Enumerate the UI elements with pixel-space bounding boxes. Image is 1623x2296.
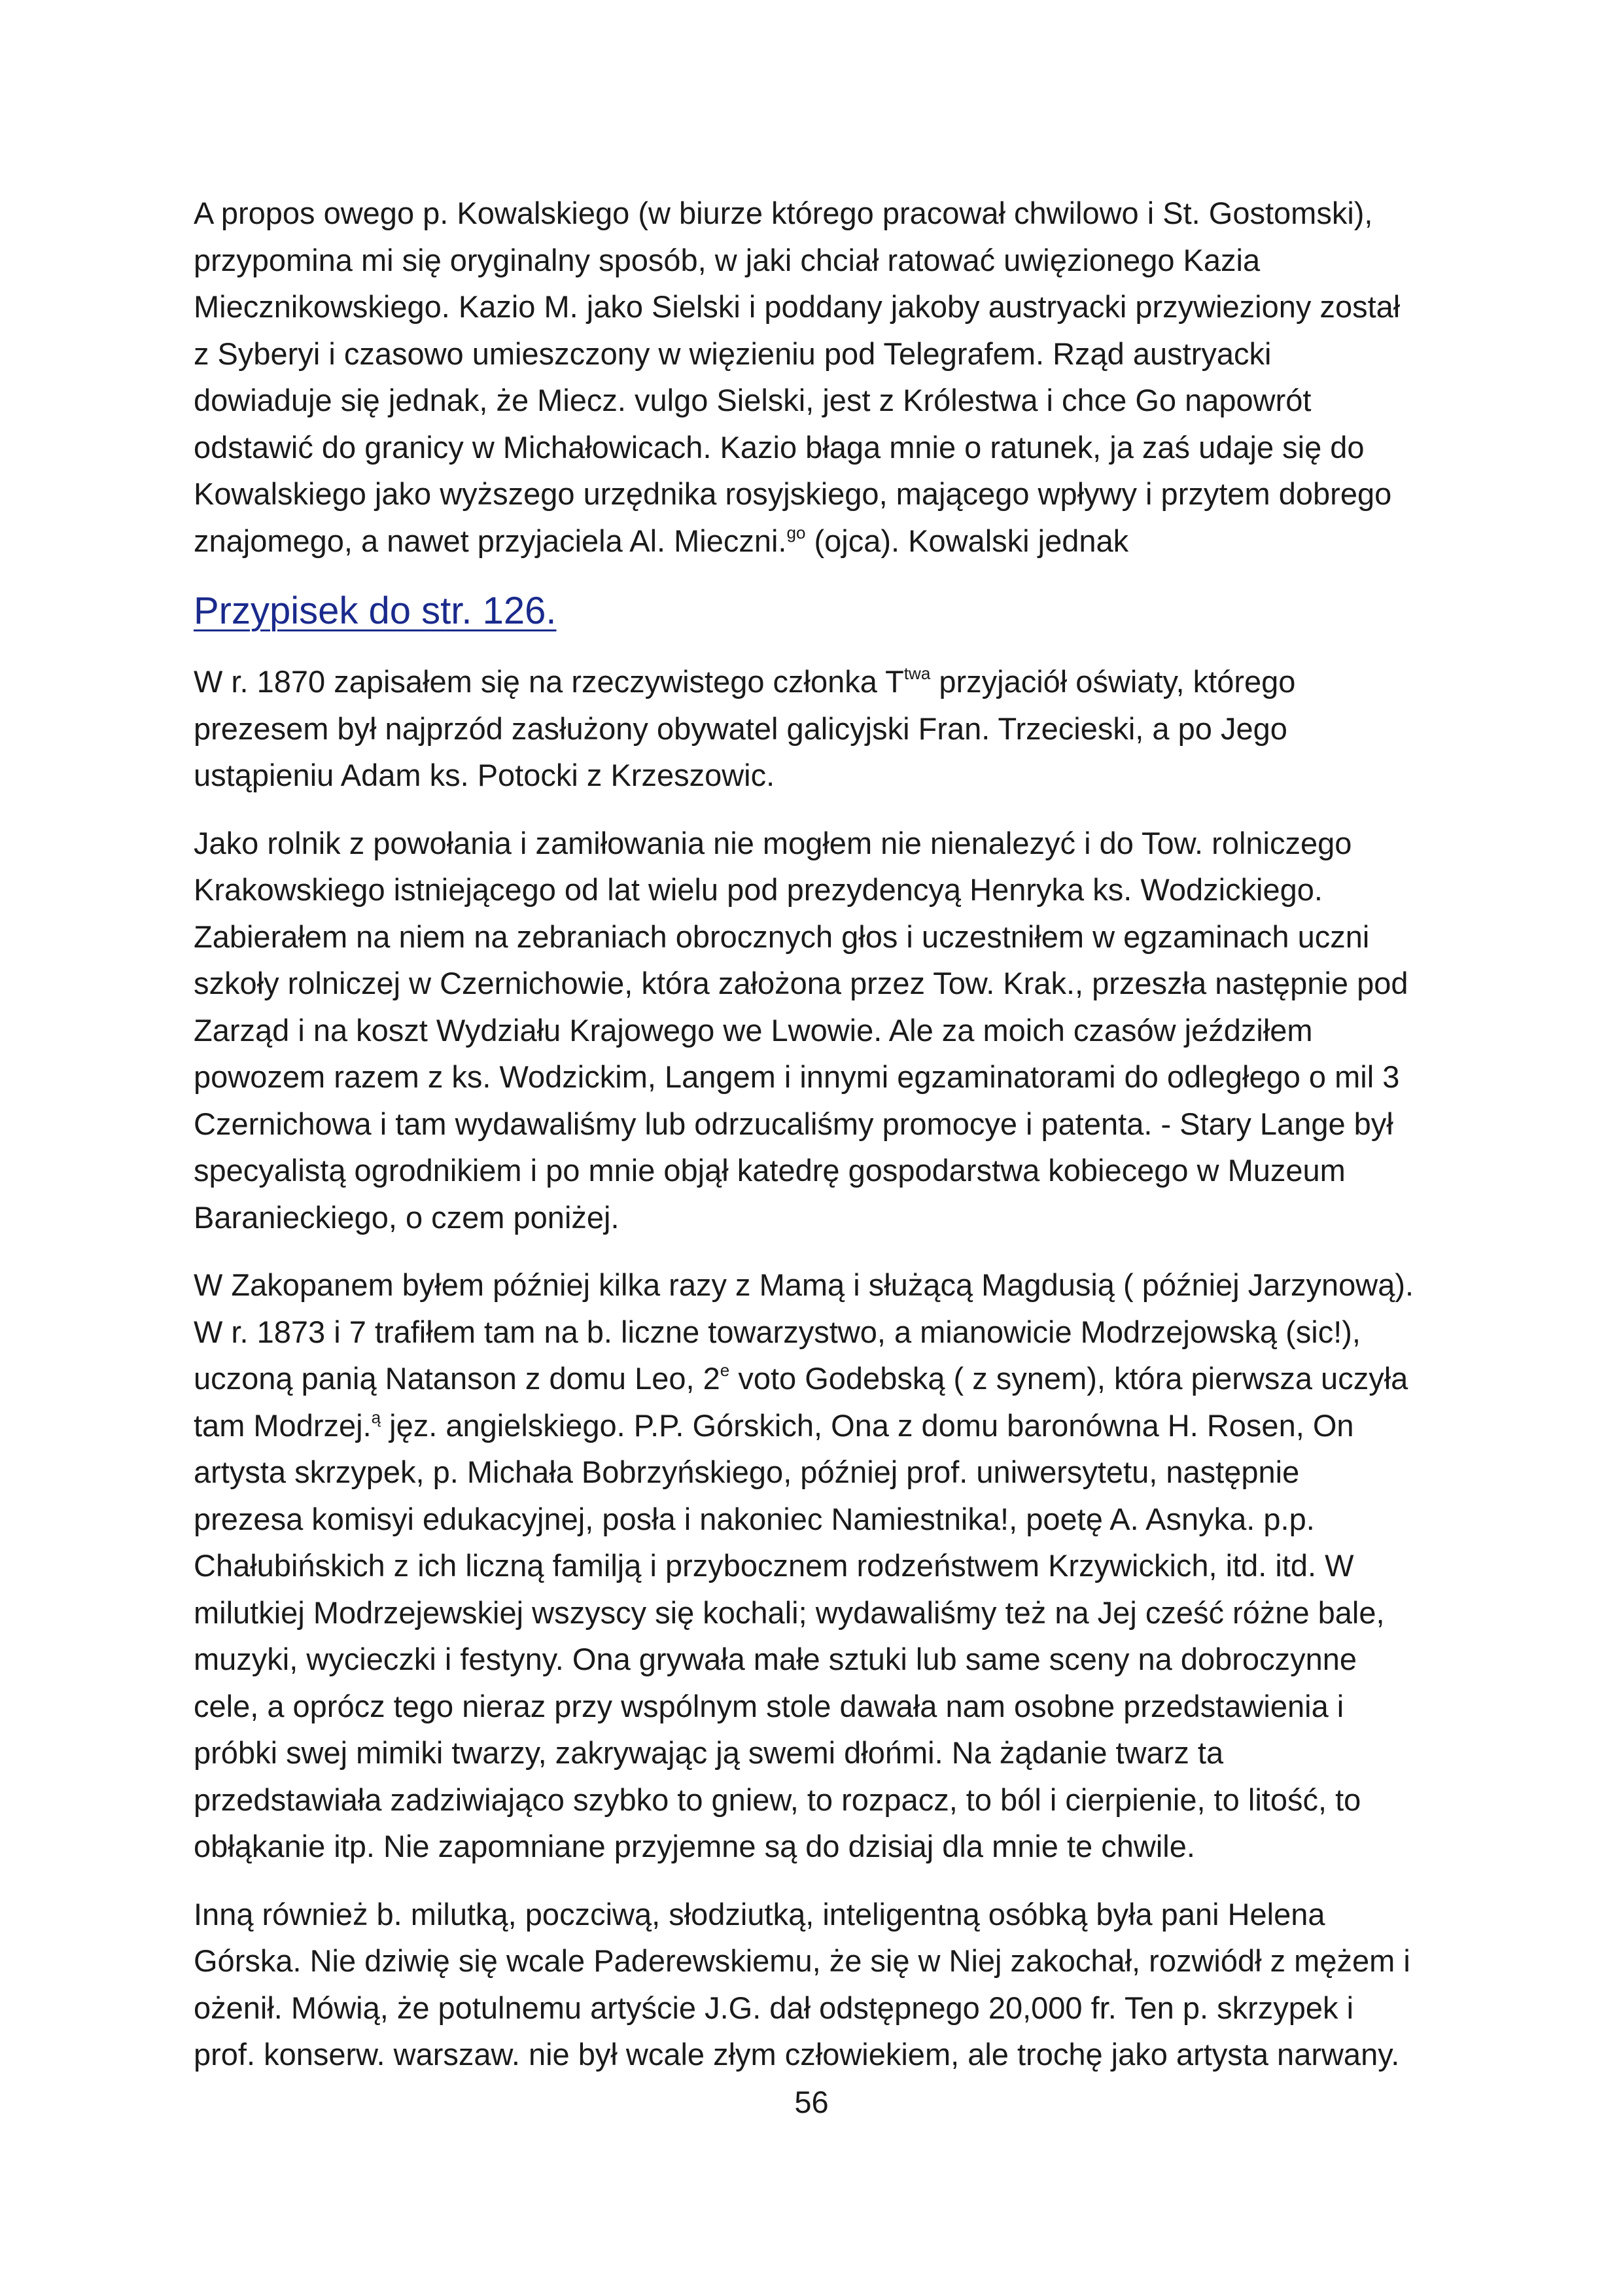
text-line: cele, a oprócz tego nieraz przy wspólnym stole dawała nam osobne przedstawienia i bbox=[194, 1688, 1344, 1723]
text-line: Miecznikowskiego. Kazio M. jako Sielski i poddany jakoby austryacki przywieziony został bbox=[194, 289, 1401, 324]
text-line: z Syberyi i czasowo umieszczony w więzieniu pod Telegrafem. Rząd austryacki bbox=[194, 336, 1272, 371]
text-line bbox=[194, 518, 1456, 565]
document-body bbox=[194, 190, 1456, 2099]
paragraph-tow-rolnicze bbox=[194, 820, 1456, 1241]
text-line: Inną również b. milutką, poczciwą, słodziutką, inteligentną osóbką była pani Helena bbox=[194, 1896, 1325, 1932]
paragraph-helena-gorska bbox=[194, 1891, 1456, 2078]
text-line: ustąpieniu Adam ks. Potocki z Krzeszowic. bbox=[194, 758, 775, 792]
text-segment: voto Godebską ( z synem), która pierwsza uczyła bbox=[729, 1361, 1408, 1396]
text-line: dowiaduje się jednak, że Miecz. vulgo Sielski, jest z Królestwa i chce Go napowrót bbox=[194, 383, 1312, 417]
text-line: milutkiej Modrzejewskiej wszyscy się kochali; wydawaliśmy też na Jej cześć różne bale, bbox=[194, 1595, 1385, 1630]
text-line: obłąkanie itp. Nie zapomniane przyjemne są do dzisiaj dla mnie te chwile. bbox=[194, 1829, 1195, 1863]
text-line: ożenił. Mówią, że potulnemu artyście J.G. dał odstępnego 20,000 fr. Ten p. skrzypek i bbox=[194, 1990, 1354, 2025]
page-number: 56 bbox=[794, 2085, 829, 2119]
text-line: przypomina mi się oryginalny sposób, w jaki chciał ratować uwięzionego Kazia bbox=[194, 242, 1261, 277]
text-line: muzyki, wycieczki i festyny. Ona grywała małe sztuki lub same sceny na dobroczynne bbox=[194, 1642, 1357, 1676]
text-line: powozem razem z ks. Wodzickim, Langem i innymi egzaminatorami do odległego o mil 3 bbox=[194, 1059, 1400, 1094]
text-line: A propos owego p. Kowalskiego (w biurze którego pracował chwilowo i St. Gostomski), bbox=[194, 196, 1373, 230]
text-segment: tam Modrzej. bbox=[194, 1407, 372, 1443]
superscript: ą bbox=[371, 1407, 381, 1427]
text-line: Czernichowa i tam wydawaliśmy lub odrzucaliśmy promocye i patenta. - Stary Lange był bbox=[194, 1106, 1393, 1141]
superscript: e bbox=[720, 1360, 730, 1380]
text-segment: jęz. angielskiego. P.P. Górskich, Ona z domu baronówna H. Rosen, On bbox=[381, 1407, 1354, 1443]
text-line: specyalistą ogrodnikiem i po mnie objął katedrę gospodarstwa kobiecego w Muzeum bbox=[194, 1153, 1346, 1188]
superscript: go bbox=[786, 522, 806, 542]
text-line bbox=[194, 1355, 1456, 1402]
text-line: odstawić do granicy w Michałowicach. Kazio błaga mnie o ratunek, ja zaś udaje się do bbox=[194, 429, 1365, 465]
text-line: Jako rolnik z powołania i zamiłowania nie mogłem nie nienalezyć i do Tow. rolniczego bbox=[194, 825, 1352, 860]
text-line: Chałubińskich z ich liczną familją i przybocznem rodzeństwem Krzywickich, itd. itd. W bbox=[194, 1548, 1354, 1583]
text-line: szkoły rolniczej w Czernichowie, która założona przez Tow. Krak., przeszła następnie pod bbox=[194, 966, 1408, 1000]
text-line bbox=[194, 658, 1456, 705]
text-line: prof. konserw. warszaw. nie był wcale złym człowiekiem, ale trochę jako artysta narwany. bbox=[194, 2037, 1400, 2072]
text-line: W r. 1873 i 7 trafiłem tam na b. liczne towarzystwo, a mianowicie Modrzejowską (sic!), bbox=[194, 1314, 1361, 1349]
text-line: artysta skrzypek, p. Michała Bobrzyńskiego, później prof. uniwersytetu, następnie bbox=[194, 1455, 1300, 1489]
text-segment: znajomego, a nawet przyjaciela Al. Mieczni. bbox=[194, 523, 787, 558]
text-segment: przyjaciół oświaty, którego bbox=[930, 664, 1296, 699]
text-line: Zarząd i na koszt Wydziału Krajowego we Lwowie. Ale za moich czasów jeździłem bbox=[194, 1012, 1313, 1048]
text-line: Górska. Nie dziwię się wcale Paderewskiemu, że się w Niej zakochał, rozwiódł z mężem i bbox=[194, 1943, 1410, 1978]
text-line: Krakowskiego istniejącego od lat wielu pod prezydencyą Henryka ks. Wodzickiego. bbox=[194, 872, 1323, 907]
text-line: W Zakopanem byłem później kilka razy z Mamą i służącą Magdusią ( później Jarzynową). bbox=[194, 1267, 1414, 1302]
paragraph-towarzystwo-oswiaty bbox=[194, 658, 1456, 799]
text-line: przedstawiała zadziwiająco szybko to gniew, to rozpacz, to ból i cierpienie, to litość, to bbox=[194, 1782, 1361, 1817]
text-segment: (ojca). Kowalski jednak bbox=[805, 523, 1129, 558]
text-segment: W r. 1870 zapisałem się na rzeczywistego członka T bbox=[194, 664, 904, 699]
text-line: próbki swej mimiki twarzy, zakrywając ją swemi dłońmi. Na żądanie twarz ta bbox=[194, 1735, 1224, 1770]
text-line: prezesa komisyi edukacyjnej, posła i nakoniec Namiestnika!, poetę A. Asnyka. p.p. bbox=[194, 1501, 1315, 1536]
paragraph-kowalski bbox=[194, 190, 1456, 564]
text-segment: uczoną panią Natanson z domu Leo, 2 bbox=[194, 1361, 720, 1396]
text-line bbox=[194, 1402, 1456, 1449]
text-line: Baranieckiego, o czem poniżej. bbox=[194, 1199, 620, 1235]
text-line: Zabierałem na niem na zebraniach obrocznych głos i uczestniłem w egzaminach uczni bbox=[194, 919, 1370, 954]
section-heading-link[interactable]: Przypisek do str. 126. bbox=[194, 590, 557, 632]
superscript: twa bbox=[903, 663, 931, 683]
text-line: prezesem był najprzód zasłużony obywatel galicyjski Fran. Trzecieski, a po Jego bbox=[194, 711, 1287, 746]
paragraph-zakopane bbox=[194, 1262, 1456, 1870]
text-line: Kowalskiego jako wyższego urzędnika rosyjskiego, mającego wpływy i przytem dobrego bbox=[194, 476, 1392, 511]
